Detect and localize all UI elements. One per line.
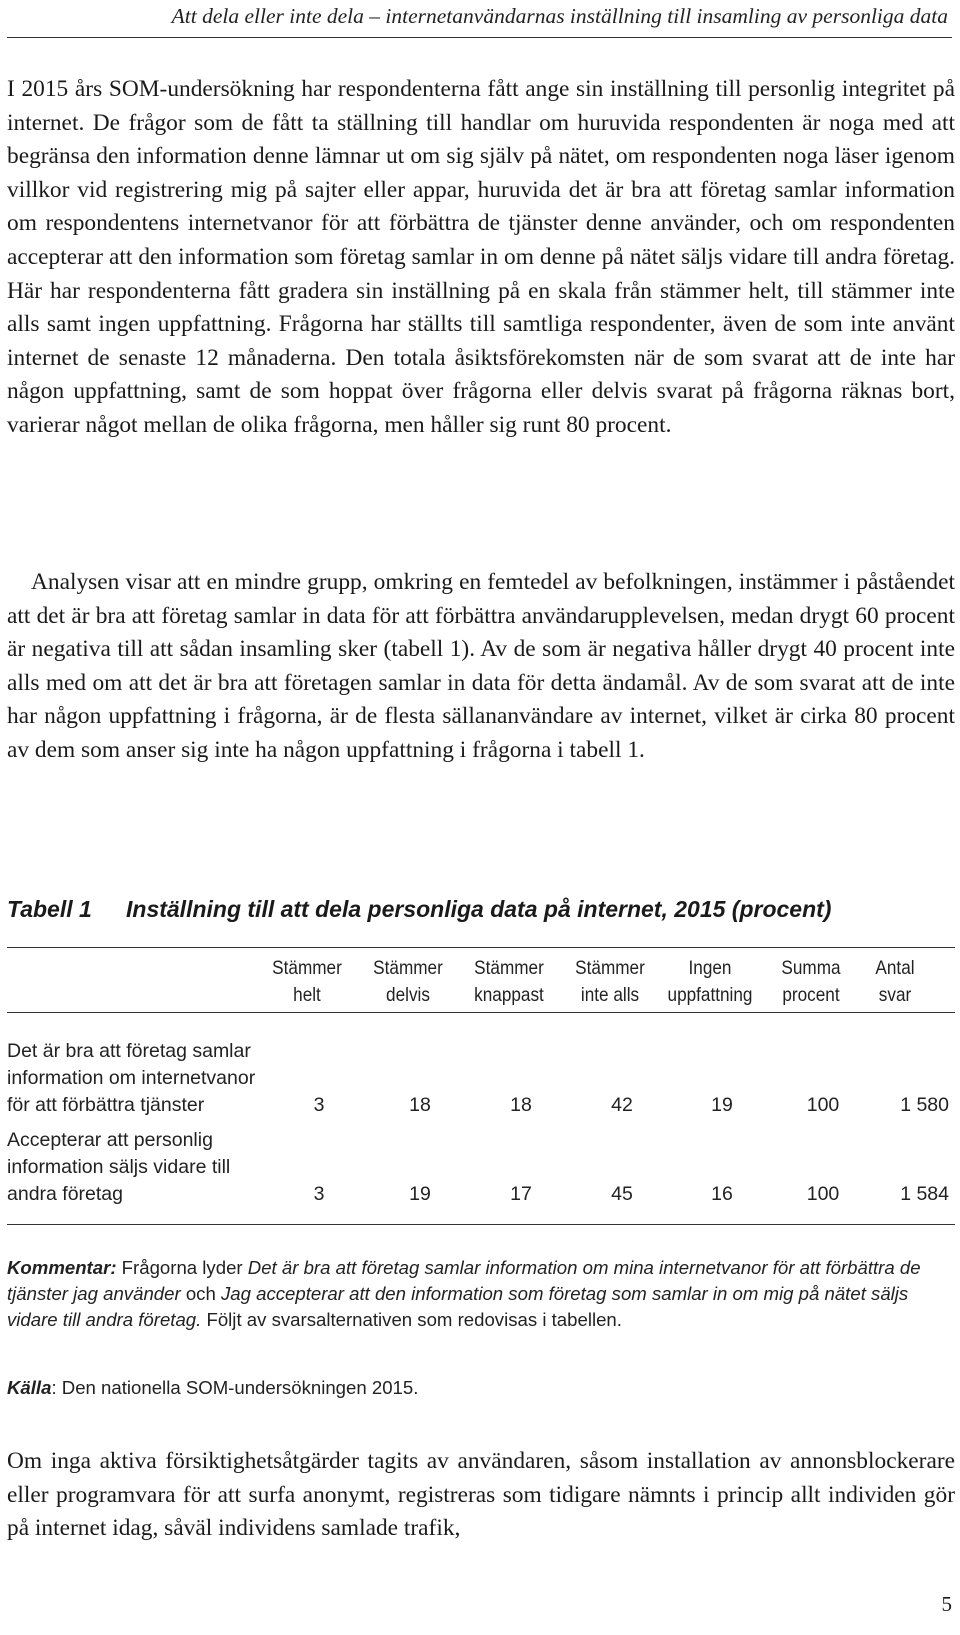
column-header-ingen-uppfattning: Ingen uppfattning [667, 957, 753, 1006]
table-cell: 100 [806, 1183, 840, 1205]
column-header-antal-svar: Antal svar [875, 957, 915, 1006]
table-cell: 18 [409, 1094, 431, 1116]
paragraph-1: I 2015 års SOM-undersökning har respondenterna fått ange sin inställning till personlig integritet på internet. De frågor som de fått ta ställning till handlar om huruvida respondenten är noga med att begränsa den information denne lämnar ut om sig själv på nätet, om respondenten noga läser igenom villkor vid registrering mig på sajter eller appar, huruvida det är bra att företag samlar information om respondentens internetvanor för att förbättra de tjänster denne använder, och om respondenten accepterar att den information som företag samlar in om denne på nätet säljs vidare till andra företag. Här har respondenterna fått gradera sin inställning på en skala från stämmer helt, till stämmer inte alls samt ingen uppfattning. Frågorna har ställts till samtliga respondenter, även de som inte använt internet de senaste 12 månaderna. Den totala åsiktsförekomsten när de som svarat att de inte har någon uppfattning, samt de som hoppat över frågorna eller delvis svarat på frågorna räknas bort, varierar något mellan de olika frågorna, men håller sig runt 80 procent. [7, 76, 955, 438]
table-caption: Inställning till att dela personliga data på internet, 2015 (procent) [126, 896, 832, 922]
table-cell: 17 [510, 1183, 532, 1205]
running-header [7, 0, 952, 38]
table-cell: 3 [313, 1183, 325, 1205]
table-header-rule [7, 1012, 955, 1013]
source-label: Källa [7, 1377, 52, 1398]
table-cell: 16 [711, 1183, 733, 1205]
table-top-rule [7, 947, 955, 948]
page-number: 5 [941, 1592, 952, 1616]
column-header-stammer-knappast: Stämmer knappast [474, 957, 544, 1006]
table-cell: 19 [409, 1183, 431, 1205]
row-label-foretag-samlar: Det är bra att företag samlar information om internetvanor för att förbättra tjänster [7, 1040, 256, 1116]
table-cell: 42 [611, 1094, 633, 1116]
table-cell: 19 [711, 1094, 733, 1116]
table-cell: 100 [806, 1094, 840, 1116]
column-header-stammer-inte-alls: Stämmer inte alls [575, 957, 645, 1006]
table-cell: 3 [313, 1094, 325, 1116]
column-header-summa-procent: Summa procent [781, 957, 841, 1006]
table-cell: 18 [510, 1094, 532, 1116]
column-header-stammer-delvis: Stämmer delvis [373, 957, 443, 1006]
table-cell: 45 [611, 1183, 633, 1205]
table-cell: 1 584 [900, 1183, 949, 1205]
paragraph-3: Om inga aktiva försiktighetsåtgärder tagits av användaren, såsom installation av annonsblockerare eller programvara för att surfa anonymt, registreras som tidigare nämnts i princip allt individen gör på internet idag, såväl individens samlade trafik, [7, 1448, 955, 1542]
row-label-saljs-vidare: Accepterar att personlig information säljs vidare till andra företag [7, 1129, 231, 1205]
table-source: Källa: Den nationella SOM-undersökningen 2015. [7, 1377, 419, 1398]
column-header-stammer-helt: Stämmer helt [272, 957, 342, 1006]
table-bottom-rule [7, 1224, 955, 1225]
table-title [7, 896, 955, 923]
paragraph-2: Analysen visar att en mindre grupp, omkring en femtedel av befolkningen, instämmer i påståendet att det är bra att företag samlar in data för att förbättra användarupplevelsen, medan drygt 60 procent är negativa till att sådan insamling sker (tabell 1). Av de som är negativa håller drygt 40 procent inte alls med om att det är bra att företagen samlar in data för detta ändamål. Av de som svarat att de inte har någon uppfattning i frågorna, är de flesta sällananvändare av internet, vilket är cirka 80 procent av dem som anser sig inte ha någon uppfattning i frågorna i tabell 1. [7, 569, 955, 763]
running-title: Att dela eller inte dela – internetanvändarnas inställning till insamling av personliga data [171, 4, 948, 28]
table-cell: 1 580 [900, 1094, 949, 1116]
table-comment: Kommentar: Frågorna lyder Det är bra att företag samlar information om mina internetvanor för att förbättra de tjänster jag använder och Jag accepterar att den information som företag som samlar in om mig på nätet säljs vidare till andra företag. Följt av svarsalternativen som redovisas i tabellen. [7, 1257, 921, 1330]
table-number: Tabell 1 [7, 896, 92, 922]
comment-label: Kommentar: [7, 1257, 117, 1278]
